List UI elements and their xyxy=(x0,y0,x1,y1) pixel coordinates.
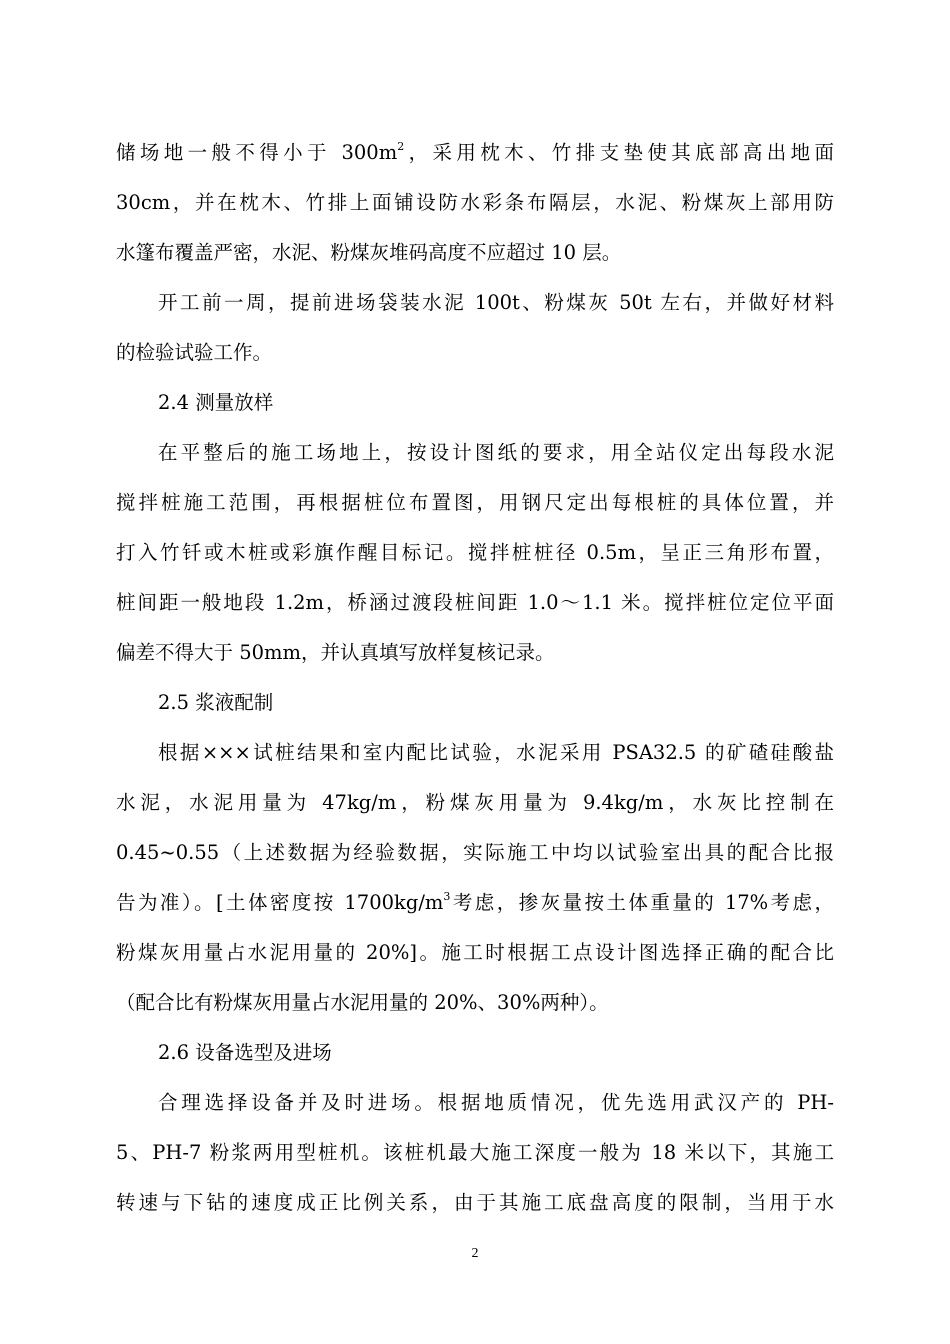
paragraph-survey xyxy=(116,428,834,678)
section-heading-2-5: 2.5 浆液配制 xyxy=(158,691,274,714)
text-line: 打入竹钎或木桩或彩旗作醒目标记。搅拌桩桩径 0.5m，呈正三角形布置， xyxy=(116,541,834,564)
paragraph-slurry-mix xyxy=(116,728,834,1028)
section-heading-2-6: 2.6 设备选型及进场 xyxy=(158,1041,332,1064)
paragraph-pre-start xyxy=(116,278,834,378)
page-number: 2 xyxy=(471,1246,479,1261)
text-line: 转速与下钻的速度成正比例关系，由于其施工底盘高度的限制，当用于水 xyxy=(116,1191,834,1214)
text-line: 30cm，并在枕木、竹排上面铺设防水彩条布隔层，水泥、粉煤灰上部用防 xyxy=(116,191,834,214)
text-line: 根据×××试桩结果和室内配比试验，水泥采用 PSA32.5 的矿碴硅酸盐 xyxy=(158,741,834,764)
text-line: 偏差不得大于 50mm，并认真填写放样复核记录。 xyxy=(116,641,555,664)
paragraph-material-storage xyxy=(116,128,834,278)
paragraph-equipment xyxy=(116,1078,834,1228)
text-line: 在平整后的施工场地上，按设计图纸的要求，用全站仪定出每段水泥 xyxy=(158,441,834,464)
text-line: 告为准）。[土体密度按 $1700kg/m^3$考虑，掺灰量按土体重量的 17%考虑， xyxy=(116,889,834,914)
document-body xyxy=(116,128,834,1228)
text-line: 搅拌桩施工范围，再根据桩位布置图，用钢尺定出每根桩的具体位置，并 xyxy=(116,491,834,514)
text-line: 水泥，水泥用量为 47kg/m，粉煤灰用量为 9.4kg/m，水灰比控制在 xyxy=(116,791,834,814)
text-line: 合理选择设备并及时进场。根据地质情况，优先选用武汉产的 PH- xyxy=(158,1091,834,1114)
text-line: 0.45~0.55（上述数据为经验数据，实际施工中均以试验室出具的配合比报 xyxy=(116,841,834,864)
text-line: 5、PH-7 粉浆两用型桩机。该桩机最大施工深度一般为 18 米以下，其施工 xyxy=(116,1141,834,1164)
superscript: 2 xyxy=(397,139,405,153)
text-line: 水篷布覆盖严密，水泥、粉煤灰堆码高度不应超过 10 层。 xyxy=(116,241,622,264)
text-line: （配合比有粉煤灰用量占水泥用量的 20%、30%两种）。 xyxy=(116,991,609,1014)
text-line: 粉煤灰用量占水泥用量的 20%]。施工时根据工点设计图选择正确的配合比 xyxy=(116,941,834,964)
section-heading-2-4: 2.4 测量放样 xyxy=(158,391,274,414)
text-line: 开工前一周，提前进场袋装水泥 100t、粉煤灰 50t 左右，并做好材料 xyxy=(158,291,834,314)
text-line: 桩间距一般地段 1.2m，桥涵过渡段桩间距 1.0～1.1 米。搅拌桩位定位平面 xyxy=(116,591,834,614)
text-line: 的检验试验工作。 xyxy=(116,341,273,364)
superscript: 3 xyxy=(443,889,451,903)
text-line: 储场地一般不得小于 $300m^2$，采用枕木、竹排支垫使其底部高出地面 xyxy=(116,139,834,164)
